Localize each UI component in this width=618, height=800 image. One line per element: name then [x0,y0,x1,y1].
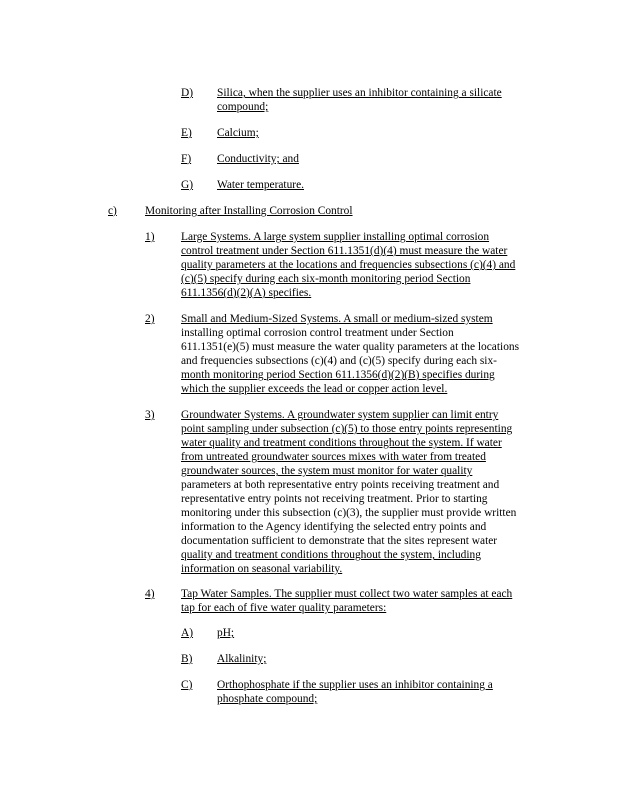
item-label-a: A) [181,627,194,639]
item-1-line-3: quality parameters at the locations and frequencies subsections (c)(4) and [181,259,516,271]
item-3-line-6: parameters at both representative entry points receiving treatment and [181,479,500,491]
item-3-line-4: from untreated groundwater sources mixes with water from treated [181,451,486,463]
item-2-line-2: installing optimal corrosion control treatment under Section [181,327,454,339]
item-4-line-1: Tap Water Samples. The supplier must collect two water samples at each [181,588,513,600]
item-label-f: F) [181,153,192,165]
item-1-line-5: 611.1356(d)(2)(A) specifies. [181,287,312,299]
item-label-4: 4) [145,588,155,600]
item-d-line-2: compound; [217,101,269,113]
section-c-heading: Monitoring after Installing Corrosion Control [145,205,353,217]
item-2-line-1: Small and Medium-Sized Systems. A small or medium-sized system [181,313,493,325]
item-4-line-2: tap for each of five water quality parameters: [181,602,387,614]
item-3-line-2: point sampling under subsection (c)(5) to those entry points representing [181,423,513,435]
item-c-line-2: phosphate compound; [217,693,318,705]
item-3-line-5: groundwater sources, the system must monitor for water quality [181,465,473,477]
item-2-line-4: and frequencies subsections (c)(4) and (c)(5) specify during each six- [181,355,497,367]
item-label-c: C) [181,679,193,691]
item-label-1: 1) [145,231,155,243]
item-f-line-1: Conductivity; and [217,153,299,165]
item-2-line-5: month monitoring period Section 611.1356(d)(2)(B) specifies during [181,369,495,381]
item-3-line-12: information on seasonal variability. [181,563,343,575]
item-label-2: 2) [145,313,155,325]
item-3-line-9: information to the Agency identifying the selected entry points and [181,521,487,533]
item-2-line-6: which the supplier exceeds the lead or copper action level. [181,383,448,395]
item-3-line-3: water quality and treatment conditions throughout the system. If water [181,437,502,449]
section-c-label: c) [108,205,117,217]
item-1-line-2: control treatment under Section 611.1351(d)(4) must measure the water [181,245,508,257]
item-label-b: B) [181,653,193,665]
item-d-line-1: Silica, when the supplier uses an inhibitor containing a silicate [217,87,502,99]
item-label-g: G) [181,179,194,191]
item-e-line-1: Calcium; [217,127,259,139]
item-3-line-8: monitoring under this subsection (c)(3), the supplier must provide written [181,507,517,519]
item-label-d: D) [181,87,194,99]
item-a-line-1: pH; [217,627,235,639]
item-3-line-11: quality and treatment conditions throughout the system, including [181,549,481,561]
item-label-e: E) [181,127,192,139]
item-1-line-1: Large Systems. A large system supplier installing optimal corrosion [181,231,490,243]
item-1-line-4: (c)(5) specify during each six-month monitoring period Section [181,273,471,285]
item-3-line-7: representative entry points not receiving treatment. Prior to starting [181,493,488,505]
item-label-3: 3) [145,409,155,421]
item-3-line-1: Groundwater Systems. A groundwater system supplier can limit entry [181,409,499,421]
item-2-line-3: 611.1351(e)(5) must measure the water quality parameters at the locations [181,341,520,353]
item-3-line-10: documentation sufficient to demonstrate that the sites represent water [181,535,498,547]
item-g-line-1: Water temperature. [217,179,304,191]
item-c-line-1: Orthophosphate if the supplier uses an inhibitor containing a [217,679,493,691]
item-b-line-1: Alkalinity; [217,653,267,665]
